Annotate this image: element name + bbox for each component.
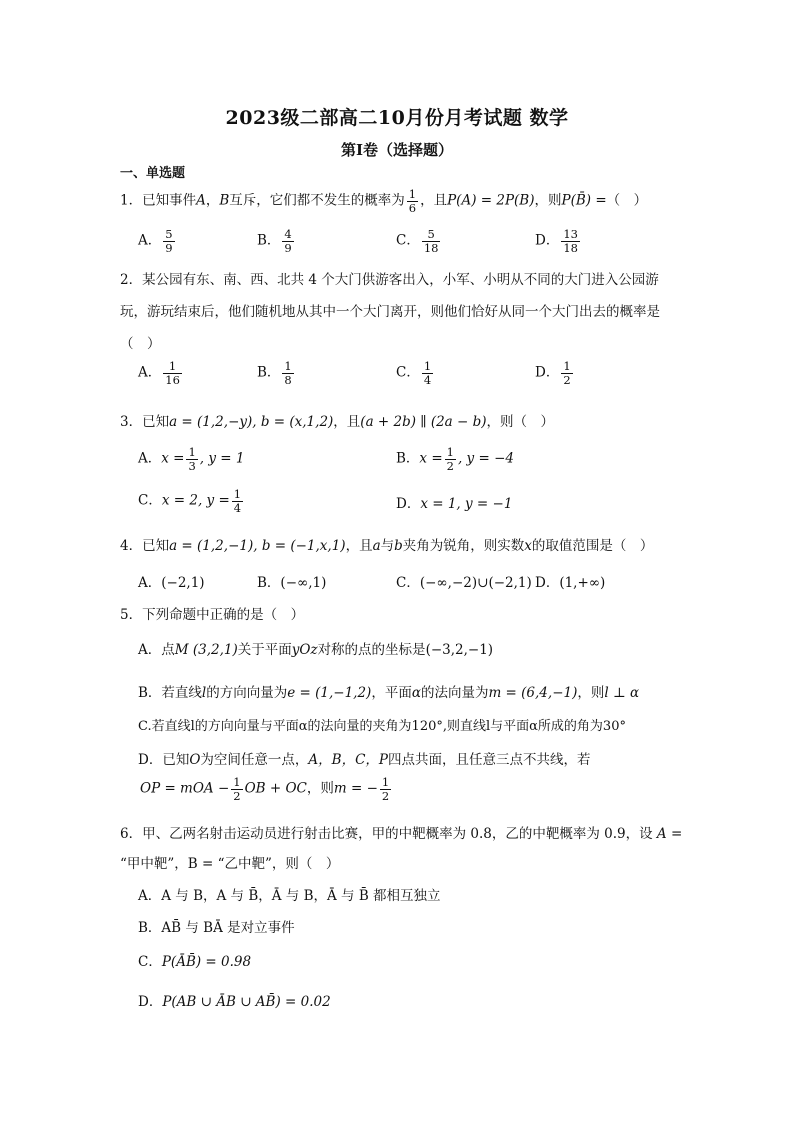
option-formula: yOz bbox=[291, 642, 318, 658]
option-formula: e = (1,−1,2) bbox=[287, 685, 372, 701]
option-fraction bbox=[231, 776, 242, 802]
option-label: D． bbox=[535, 575, 560, 591]
numerator: 5 bbox=[422, 228, 441, 242]
q4-formula: a = (1,2,−1), b = (−1,x,1) bbox=[169, 538, 346, 554]
option-fraction bbox=[561, 228, 580, 254]
q2-stem-line1: 2．某公园有东、南、西、北共 4 个大门供游客出入，小军、小明从不同的大门进入公园游 bbox=[120, 272, 659, 288]
option-formula: m = (6,4,−1) bbox=[488, 685, 578, 701]
option-fraction bbox=[561, 360, 572, 386]
option-fraction bbox=[282, 228, 293, 254]
q1-text: 1．已知事件 bbox=[120, 192, 197, 209]
denominator: 2 bbox=[446, 458, 454, 473]
option-label: A． bbox=[138, 575, 162, 591]
option-text: ，则 bbox=[577, 685, 605, 701]
option-label: C． bbox=[396, 232, 420, 249]
numerator: 1 bbox=[423, 359, 432, 373]
option-label: D． bbox=[138, 994, 163, 1010]
q4-option-d bbox=[535, 571, 605, 591]
option-text: A．点 bbox=[138, 642, 175, 658]
q5-option-a bbox=[138, 638, 493, 658]
option-label: D． bbox=[535, 364, 560, 381]
option-label: C． bbox=[396, 575, 420, 591]
option-label: A． bbox=[138, 232, 162, 249]
option-formula: m = − bbox=[333, 780, 378, 797]
denominator: 2 bbox=[563, 372, 571, 387]
q6-stem-line1 bbox=[120, 822, 682, 842]
q1-fraction bbox=[407, 188, 418, 214]
numerator: 4 bbox=[284, 227, 292, 241]
q1-formula: P(B̄) = bbox=[561, 192, 607, 209]
option-text: 四点共面，且任意三点不共线，若 bbox=[388, 752, 591, 768]
q3-text: ，则（ ） bbox=[486, 414, 555, 430]
option-formula: OP = mOA − bbox=[140, 780, 230, 797]
q1-var-b: B bbox=[219, 192, 230, 209]
option-text: 对称的点的坐标是 bbox=[317, 642, 426, 658]
q2-option-d bbox=[535, 360, 575, 386]
option-label: D． bbox=[396, 496, 421, 512]
option-text: (−2,1) bbox=[161, 575, 205, 591]
q2-option-a bbox=[138, 360, 184, 386]
q6-option-a: A．A 与 B，A 与 B̄，Ā 与 B，Ā 与 B̄ 都相互独立 bbox=[138, 888, 441, 904]
option-label: D． bbox=[535, 232, 560, 249]
option-text: D．已知 bbox=[138, 752, 190, 768]
q2-option-c bbox=[396, 360, 435, 386]
option-text: B．若直线 bbox=[138, 685, 202, 701]
option-fraction bbox=[445, 446, 456, 472]
q1-text: （ ） bbox=[606, 192, 648, 209]
denominator: 9 bbox=[165, 240, 173, 255]
q1-text: ，且 bbox=[420, 192, 448, 209]
option-text: (−∞,−2)∪(−2,1) bbox=[419, 575, 532, 591]
denominator: 4 bbox=[233, 500, 242, 515]
option-label: B． bbox=[257, 364, 281, 381]
option-text: (−∞,1) bbox=[280, 575, 327, 591]
option-fraction bbox=[282, 360, 293, 386]
q3-option-b bbox=[396, 446, 514, 472]
option-label: B． bbox=[396, 450, 420, 467]
q4-option-c bbox=[396, 571, 532, 591]
q4-text: 4．已知 bbox=[120, 538, 170, 554]
option-text: 为空间任意一点， bbox=[200, 752, 309, 768]
denominator: 4 bbox=[423, 372, 432, 387]
option-formula: , y = 1 bbox=[199, 450, 245, 467]
numerator: 1 bbox=[233, 775, 241, 789]
section-heading: 一、单选题 bbox=[120, 166, 186, 181]
numerator: 1 bbox=[188, 445, 196, 459]
option-formula: M (3,2,1) bbox=[174, 642, 238, 658]
option-formula: O bbox=[189, 752, 201, 768]
denominator: 8 bbox=[284, 372, 292, 387]
option-label: C． bbox=[138, 954, 162, 970]
option-fraction bbox=[422, 228, 441, 254]
q3-formula: (a + 2b) ∥ (2a − b) bbox=[360, 414, 487, 430]
denominator: 16 bbox=[165, 372, 180, 387]
option-label: A． bbox=[138, 450, 162, 467]
option-formula: x = bbox=[161, 450, 185, 467]
q1-option-b bbox=[257, 228, 296, 254]
q1-text: ， bbox=[205, 192, 220, 209]
option-formula: l ⊥ α bbox=[604, 685, 640, 701]
numerator: 1 bbox=[563, 359, 571, 373]
q6-text: 6．甲、乙两名射击运动员进行射击比赛，甲的中靶概率为 0.8，乙的中靶概率为 0.9，设 bbox=[120, 826, 653, 842]
option-formula: α bbox=[411, 685, 421, 701]
option-text: ，平面 bbox=[371, 685, 412, 701]
option-formula: x = 2, y = bbox=[161, 492, 230, 509]
q1-text: ，则 bbox=[534, 192, 562, 209]
q4-var-x: x bbox=[524, 538, 532, 554]
q1-formula: P(A) = 2P(B) bbox=[447, 192, 535, 209]
option-fraction bbox=[422, 360, 433, 386]
q3-text: 3．已知 bbox=[120, 414, 170, 430]
q1-option-a bbox=[138, 228, 177, 254]
option-label: C． bbox=[396, 364, 420, 381]
option-text: (1,+∞) bbox=[559, 575, 606, 591]
q2-stem-line2: 玩，游玩结束后，他们随机地从其中一个大门离开，则他们恰好从同一个大门出去的概率是 bbox=[120, 304, 660, 320]
option-formula: , y = −4 bbox=[457, 450, 514, 467]
q4-option-a bbox=[138, 571, 205, 591]
q6-stem-line2: “甲中靶”，B = “乙中靶”，则（ ） bbox=[120, 856, 340, 872]
q4-text: ，且 bbox=[345, 538, 373, 554]
option-label: B． bbox=[257, 575, 281, 591]
option-label: C． bbox=[138, 492, 162, 509]
option-formula: x = bbox=[419, 450, 443, 467]
q4-vector-b: b bbox=[394, 538, 403, 554]
q1-stem bbox=[120, 188, 647, 214]
q5-stem: 5．下列命题中正确的是（ ） bbox=[120, 607, 305, 623]
q3-option-a bbox=[138, 446, 245, 472]
q2-stem-line3: （ ） bbox=[120, 336, 161, 352]
option-formula: OB + OC bbox=[244, 780, 307, 797]
q5-option-d bbox=[138, 748, 591, 768]
denominator: 3 bbox=[188, 458, 196, 473]
q6-option-d bbox=[138, 990, 331, 1010]
exam-title: 2023级二部高二10月份月考试题 数学 bbox=[225, 107, 569, 129]
q3-formula: a = (1,2,−y), b = (x,1,2) bbox=[169, 414, 334, 430]
option-fraction bbox=[186, 446, 197, 472]
option-fraction bbox=[232, 488, 243, 514]
option-fraction bbox=[163, 360, 182, 386]
exam-subtitle: 第Ⅰ卷（选择题） bbox=[340, 141, 454, 159]
option-fraction bbox=[163, 228, 174, 254]
q2-option-b bbox=[257, 360, 296, 386]
option-label: B． bbox=[257, 232, 281, 249]
q4-vector-a: a bbox=[372, 538, 381, 554]
q3-stem bbox=[120, 410, 554, 430]
option-formula: A，B，C，P bbox=[308, 752, 388, 768]
option-text: ，则 bbox=[306, 780, 334, 797]
q3-option-d bbox=[396, 492, 512, 512]
numerator: 1 bbox=[163, 360, 182, 374]
numerator: 1 bbox=[408, 187, 417, 201]
denominator: 6 bbox=[408, 200, 417, 215]
option-label: A． bbox=[138, 364, 162, 381]
option-formula: x = 1, y = −1 bbox=[420, 496, 513, 512]
option-formula: P(AB ∪ ĀB ∪ AB̄) = 0.02 bbox=[162, 994, 331, 1010]
numerator: 5 bbox=[165, 227, 173, 241]
numerator: 1 bbox=[233, 487, 242, 501]
numerator: 13 bbox=[563, 227, 578, 241]
q3-text: ，且 bbox=[333, 414, 361, 430]
option-formula: P(ĀB̄) = 0.98 bbox=[161, 954, 252, 970]
q6-option-c bbox=[138, 950, 251, 970]
q4-stem bbox=[120, 534, 653, 554]
option-text: 关于平面 bbox=[237, 642, 292, 658]
q1-text: 互斥，它们都不发生的概率为 bbox=[229, 192, 405, 209]
q1-var-a: A bbox=[196, 192, 206, 209]
q3-option-c bbox=[138, 488, 245, 514]
q4-text: 的取值范围是（ ） bbox=[531, 538, 654, 554]
numerator: 1 bbox=[446, 445, 454, 459]
denominator: 9 bbox=[284, 240, 292, 255]
denominator: 18 bbox=[423, 240, 439, 255]
option-formula: (−3,2,−1) bbox=[425, 642, 494, 658]
q6-formula: A = bbox=[656, 826, 683, 842]
option-fraction bbox=[380, 776, 391, 802]
numerator: 1 bbox=[381, 775, 390, 789]
q5-option-d-formula bbox=[140, 776, 393, 802]
option-text: 的法向量为 bbox=[420, 685, 489, 701]
q4-text: 夹角为锐角，则实数 bbox=[402, 538, 525, 554]
denominator: 2 bbox=[233, 788, 241, 803]
q4-text: 与 bbox=[380, 538, 395, 554]
numerator: 1 bbox=[284, 359, 292, 373]
q5-option-b bbox=[138, 681, 639, 701]
q1-option-c bbox=[396, 228, 442, 254]
denominator: 2 bbox=[381, 788, 390, 803]
option-formula: l bbox=[201, 685, 207, 701]
q4-option-b bbox=[257, 571, 326, 591]
q1-option-d bbox=[535, 228, 582, 254]
option-text: 的方向向量为 bbox=[206, 685, 288, 701]
q6-option-b: B．AB̄ 与 BĀ 是对立事件 bbox=[138, 920, 295, 936]
q5-option-c: C.若直线l的方向向量与平面α的法向量的夹角为120°,则直线l与平面α所成的角为30° bbox=[138, 719, 626, 734]
denominator: 18 bbox=[563, 240, 578, 255]
